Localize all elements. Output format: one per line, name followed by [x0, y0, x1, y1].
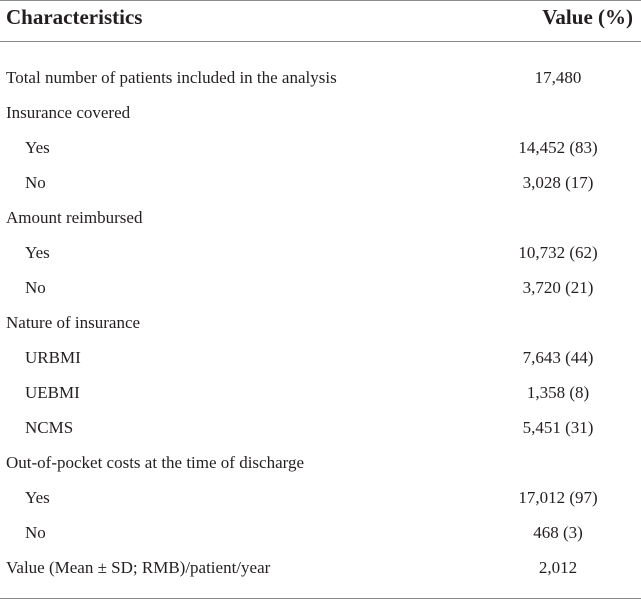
table-row — [0, 417, 641, 451]
header-rule — [0, 41, 641, 42]
table-row — [0, 67, 641, 101]
row-label: Yes — [25, 488, 50, 507]
bottom-rule — [0, 598, 641, 599]
row-value: 1,358 (8) — [526, 383, 590, 402]
section-row — [0, 207, 641, 241]
table-row — [0, 137, 641, 171]
row-label: NCMS — [25, 418, 74, 437]
header-characteristics: Characteristics — [6, 5, 143, 29]
row-label: URBMI — [25, 348, 81, 367]
row-label: Total number of patients included in the analysis — [6, 68, 337, 87]
row-value: 10,732 (62) — [518, 243, 598, 262]
row-label: Value (Mean ± SD; RMB)/patient/year — [6, 558, 271, 577]
row-value: 468 (3) — [533, 523, 583, 542]
row-value: 5,451 (31) — [522, 418, 594, 437]
row-label: No — [25, 523, 46, 542]
table-row — [0, 522, 641, 556]
table-row — [0, 557, 641, 591]
section-label: Nature of insurance — [6, 313, 141, 332]
row-value: 7,643 (44) — [522, 348, 594, 367]
row-value: 14,452 (83) — [518, 138, 598, 157]
table-row — [0, 277, 641, 311]
table-row — [0, 172, 641, 206]
section-row — [0, 312, 641, 346]
row-value: 17,480 — [534, 68, 582, 87]
row-value: 3,720 (21) — [522, 278, 594, 297]
section-row — [0, 452, 641, 486]
table-row — [0, 487, 641, 521]
section-row — [0, 102, 641, 136]
row-label: No — [25, 278, 46, 297]
table-row — [0, 242, 641, 276]
section-label: Amount reimbursed — [6, 208, 143, 227]
row-value: 2,012 — [538, 558, 578, 577]
row-value: 3,028 (17) — [522, 173, 594, 192]
row-label: Yes — [25, 138, 50, 157]
row-label: No — [25, 173, 46, 192]
row-label: UEBMI — [25, 383, 80, 402]
table-header — [0, 0, 641, 40]
table-row — [0, 382, 641, 416]
row-value: 17,012 (97) — [518, 488, 598, 507]
row-label: Yes — [25, 243, 50, 262]
table-row — [0, 347, 641, 381]
section-label: Insurance covered — [6, 103, 131, 122]
header-value-percent: Value (%) — [542, 5, 633, 29]
section-label: Out-of-pocket costs at the time of discharge — [6, 453, 305, 472]
